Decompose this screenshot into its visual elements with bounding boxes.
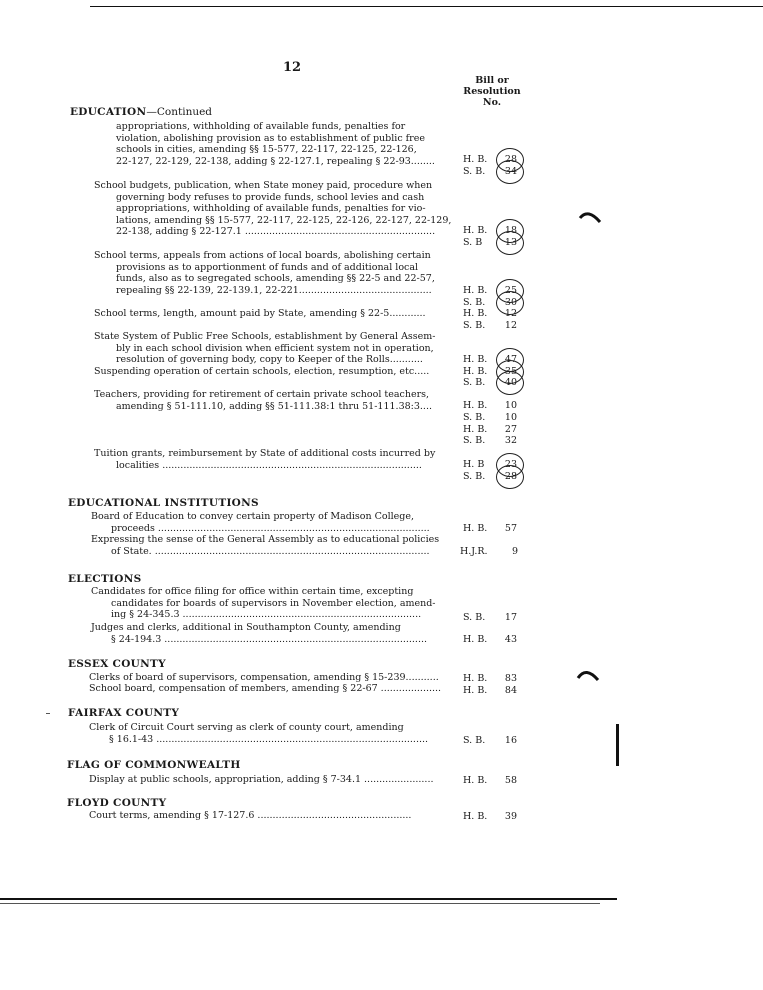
column-header-line: Resolution xyxy=(463,86,521,97)
bill-number: 17 xyxy=(504,612,517,623)
margin-mark-bar xyxy=(616,724,619,766)
bill-number: 25 xyxy=(504,285,517,296)
bill-type: H. B. xyxy=(463,775,488,786)
entry-line: bly in each school division when efficient system not in operation, xyxy=(116,342,434,354)
bill-number: 13 xyxy=(504,237,517,248)
hand-circle xyxy=(496,465,524,489)
entry-line: funds, also as to segregated schools, amending §§ 22-5 and 22-57, xyxy=(116,273,435,285)
bill-type: S. B. xyxy=(463,471,486,482)
bill-number: 83 xyxy=(504,673,517,684)
bill-number: 16 xyxy=(504,735,517,746)
entry-line: § 16.1-43 .......................................................................................... xyxy=(109,733,429,745)
bill-type: H. B. xyxy=(463,523,488,534)
entry-line: resolution of governing body, copy to Keeper of the Rolls........... xyxy=(116,354,423,366)
bill-number: 10 xyxy=(504,400,517,411)
entry-line: Clerks of board of supervisors, compensation, amending § 15-239........... xyxy=(89,672,439,683)
bill-type: H. B. xyxy=(463,673,488,684)
bill-type: H. B. xyxy=(463,400,488,411)
bill-number: 9 xyxy=(511,546,518,557)
entry-line: Judges and clerks, additional in Southampton County, amending xyxy=(91,622,401,633)
bill-type: S. B. xyxy=(463,166,486,177)
section-heading: FLOYD COUNTY xyxy=(67,797,167,809)
entry-line: appropriations, withholding of available funds, penalties for xyxy=(116,121,406,132)
margin-mark-middle xyxy=(576,664,602,684)
entry-line: Candidates for office filing for office within certain time, excepting xyxy=(91,586,414,597)
section-heading xyxy=(70,106,212,118)
entry-line: 22-138, adding § 22-127.1 ............................................................... xyxy=(116,226,436,238)
bill-type: S. B. xyxy=(463,612,486,623)
bill-type: H. B. xyxy=(463,685,488,696)
entry-line: provisions as to apportionment of funds and of additional local xyxy=(116,261,419,273)
entry-line: repealing §§ 22-139, 22-139.1, 22-221............................................ xyxy=(116,284,432,296)
entry-line: lations, amending §§ 15-577, 22-117, 22-125, 22-126, 22-127, 22-129, xyxy=(116,214,452,226)
bill-number: 12 xyxy=(504,320,517,331)
entry-line: Suspending operation of certain schools, election, resumption, etc..... xyxy=(94,366,430,377)
entry-line: School budgets, publication, when State money paid, procedure when xyxy=(94,180,433,191)
section-heading-title: EDUCATION xyxy=(70,106,147,118)
bill-number: 58 xyxy=(504,775,517,786)
bill-type: H. B. xyxy=(463,634,488,645)
entry-line: candidates for boards of supervisors in November election, amend- xyxy=(111,597,436,609)
top-rule xyxy=(90,6,763,7)
entry-line: School terms, length, amount paid by State, amending § 22-5............ xyxy=(94,308,426,319)
entry-line: violation, abolishing provision as to establishment of public free xyxy=(116,132,425,144)
bill-number: 28 xyxy=(504,471,517,482)
entry-line: § 24-194.3 ....................................................................................... xyxy=(111,633,428,645)
entry-line: proceeds .......................................................................................... xyxy=(111,522,430,534)
bill-number: 84 xyxy=(504,685,517,696)
bill-number: 10 xyxy=(504,412,517,423)
margin-tick-left xyxy=(46,713,50,714)
bottom-rule-thin xyxy=(0,903,600,904)
entry-line: governing body refuses to provide funds, school levies and cash xyxy=(116,191,425,203)
bill-number: 43 xyxy=(504,634,517,645)
section-heading-suffix: —Continued xyxy=(146,106,213,118)
entry-line: Expressing the sense of the General Assembly as to educational policies xyxy=(91,534,440,545)
bill-type: H. B xyxy=(463,459,485,470)
bill-type: H. B. xyxy=(463,354,488,365)
bill-number: 35 xyxy=(504,366,517,377)
bill-type: H. B. xyxy=(463,225,488,236)
entry-line: schools in cities, amending §§ 15-577, 22-117, 22-125, 22-126, xyxy=(116,144,417,156)
bill-type: H. B. xyxy=(463,308,488,319)
bill-type: H.J.R. xyxy=(460,546,488,557)
bill-number: 28 xyxy=(504,154,517,165)
bill-type: H. B. xyxy=(463,154,488,165)
entry-line: ing § 24-345.3 ............................................................................... xyxy=(111,609,422,621)
bill-type: H. B. xyxy=(463,285,488,296)
bill-type: H. B. xyxy=(463,366,488,377)
section-heading: ELECTIONS xyxy=(68,573,142,585)
entry-line: Court terms, amending § 17-127.6 ................................................... xyxy=(89,810,412,821)
column-header-line: Bill or xyxy=(475,75,509,86)
bill-type: S. B. xyxy=(463,297,486,308)
entry-line: Board of Education to convey certain property of Madison College, xyxy=(91,511,415,522)
section-heading: FAIRFAX COUNTY xyxy=(68,707,180,719)
section-heading: FLAG OF COMMONWEALTH xyxy=(67,759,241,771)
bottom-rule xyxy=(0,898,617,900)
entry-line: appropriations, withholding of available funds, penalties for vio- xyxy=(116,203,426,215)
bill-type: H. B. xyxy=(463,424,488,435)
bill-number: 34 xyxy=(504,166,517,177)
bill-number: 47 xyxy=(504,354,517,365)
entry-line: of State. ........................................................................................... xyxy=(111,545,430,557)
bill-number: 18 xyxy=(504,225,517,236)
bill-number: 57 xyxy=(504,523,517,534)
bill-type: S. B. xyxy=(463,735,486,746)
bill-type: S. B. xyxy=(463,377,486,388)
section-heading: EDUCATIONAL INSTITUTIONS xyxy=(68,497,259,509)
entry-line: Display at public schools, appropriation, adding § 7-34.1 ....................... xyxy=(89,774,434,785)
entry-line: localities ...................................................................................... xyxy=(116,459,422,471)
entry-line: School terms, appeals from actions of local boards, abolishing certain xyxy=(94,250,431,261)
section-heading: ESSEX COUNTY xyxy=(68,658,166,670)
bill-number: 27 xyxy=(504,424,517,435)
bill-number: 30 xyxy=(504,297,517,308)
bill-type: S. B. xyxy=(463,320,486,331)
bill-number: 39 xyxy=(504,811,517,822)
entry-line: State System of Public Free Schools, establishment by General Assem- xyxy=(94,331,436,342)
column-header xyxy=(462,75,522,108)
bill-type: S. B xyxy=(463,237,483,248)
bill-number: 40 xyxy=(504,377,517,388)
entry-line: Teachers, providing for retirement of certain private school teachers, xyxy=(94,389,430,400)
bill-type: S. B. xyxy=(463,435,486,446)
entry-line: amending § 51-111.10, adding §§ 51-111.38:1 thru 51-111.38:3.... xyxy=(116,400,432,412)
page-number: 12 xyxy=(283,60,302,75)
entry-line: School board, compensation of members, amending § 22-67 .................... xyxy=(89,683,442,694)
margin-mark-top xyxy=(578,206,604,226)
hand-circle xyxy=(496,371,524,395)
bill-number: 12 xyxy=(504,308,517,319)
bill-number: 23 xyxy=(504,459,517,470)
hand-circle xyxy=(496,231,524,255)
hand-circle xyxy=(496,160,524,184)
bill-number: 32 xyxy=(504,435,517,446)
entry-line: Clerk of Circuit Court serving as clerk of county court, amending xyxy=(89,722,404,733)
bill-type: S. B. xyxy=(463,412,486,423)
column-header-line: No. xyxy=(482,97,502,108)
entry-line: Tuition grants, reimbursement by State of additional costs incurred by xyxy=(94,448,436,459)
entry-line: 22-127, 22-129, 22-138, adding § 22-127.1, repealing § 22-93........ xyxy=(116,155,435,167)
bill-type: H. B. xyxy=(463,811,488,822)
